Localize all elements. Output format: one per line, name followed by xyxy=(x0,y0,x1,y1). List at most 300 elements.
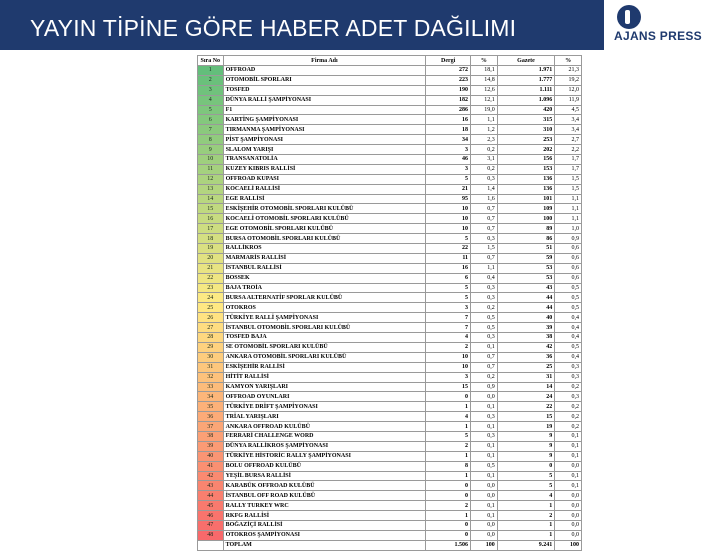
row-newspaper: 109 xyxy=(497,204,555,214)
row-newspaper: 38 xyxy=(497,333,555,343)
row-magazine-pct: 0,5 xyxy=(471,323,498,333)
row-magazine: 8 xyxy=(426,461,471,471)
row-rank: 2 xyxy=(198,75,224,85)
table-row xyxy=(198,451,582,461)
row-newspaper-pct: 0,9 xyxy=(555,234,582,244)
row-newspaper-pct: 0,5 xyxy=(555,293,582,303)
row-newspaper: 1 xyxy=(497,501,555,511)
row-magazine: 34 xyxy=(426,135,471,145)
table-row xyxy=(198,352,582,362)
row-company: TÜRKİYE HİSTORİC RALLY ŞAMPİYONASI xyxy=(223,451,426,461)
row-magazine-pct: 0,2 xyxy=(471,303,498,313)
row-magazine: 5 xyxy=(426,283,471,293)
row-newspaper-pct: 0,2 xyxy=(555,402,582,412)
row-newspaper-pct: 1,5 xyxy=(555,184,582,194)
table-row xyxy=(198,105,582,115)
table-row xyxy=(198,441,582,451)
row-magazine: 10 xyxy=(426,204,471,214)
row-magazine: 286 xyxy=(426,105,471,115)
row-company: PİST ŞAMPİYONASI xyxy=(223,135,426,145)
row-company: KARTİNG ŞAMPİYONASI xyxy=(223,115,426,125)
row-newspaper: 1.777 xyxy=(497,75,555,85)
row-newspaper: 86 xyxy=(497,234,555,244)
table-row xyxy=(198,303,582,313)
row-company: OFFROAD OYUNLARI xyxy=(223,392,426,402)
row-newspaper: 0 xyxy=(497,461,555,471)
row-company: MARMARİS RALLİSİ xyxy=(223,253,426,263)
table-row xyxy=(198,530,582,540)
row-rank: 13 xyxy=(198,184,224,194)
row-company: RALLY TURKEY WRC xyxy=(223,501,426,511)
row-magazine-pct: 0,7 xyxy=(471,224,498,234)
news-count-table xyxy=(197,55,582,551)
row-magazine-pct: 0,1 xyxy=(471,471,498,481)
row-magazine-pct: 0,1 xyxy=(471,342,498,352)
total-newspaper: 9.241 xyxy=(497,540,555,550)
row-newspaper-pct: 1,0 xyxy=(555,224,582,234)
logo-text: AJANS PRESS xyxy=(614,29,702,43)
row-company: EGE RALLİSİ xyxy=(223,194,426,204)
row-rank: 19 xyxy=(198,244,224,254)
row-rank: 11 xyxy=(198,164,224,174)
row-magazine-pct: 0,1 xyxy=(471,402,498,412)
table-row xyxy=(198,234,582,244)
row-newspaper-pct: 0,0 xyxy=(555,491,582,501)
row-company: OTOMOBİL SPORLARI xyxy=(223,75,426,85)
row-newspaper-pct: 0,2 xyxy=(555,412,582,422)
row-newspaper-pct: 0,1 xyxy=(555,451,582,461)
row-company: F1 xyxy=(223,105,426,115)
row-magazine-pct: 0,5 xyxy=(471,461,498,471)
row-company: İSTANBUL RALLİSİ xyxy=(223,263,426,273)
table-row xyxy=(198,273,582,283)
row-company: FERRARİ CHALLENGE WORD xyxy=(223,431,426,441)
row-newspaper-pct: 0,0 xyxy=(555,461,582,471)
row-newspaper-pct: 12,0 xyxy=(555,85,582,95)
row-magazine: 3 xyxy=(426,164,471,174)
row-newspaper-pct: 0,0 xyxy=(555,530,582,540)
page-title: YAYIN TİPİNE GÖRE HABER ADET DAĞILIMI xyxy=(30,15,517,41)
row-magazine: 16 xyxy=(426,263,471,273)
row-magazine-pct: 1,5 xyxy=(471,244,498,254)
row-rank: 23 xyxy=(198,283,224,293)
row-magazine-pct: 0,3 xyxy=(471,283,498,293)
row-magazine: 182 xyxy=(426,95,471,105)
table-row xyxy=(198,471,582,481)
row-magazine: 1 xyxy=(426,451,471,461)
table-row xyxy=(198,372,582,382)
row-magazine: 22 xyxy=(426,244,471,254)
row-rank: 12 xyxy=(198,174,224,184)
row-magazine: 46 xyxy=(426,155,471,165)
row-newspaper-pct: 0,6 xyxy=(555,273,582,283)
row-magazine-pct: 3,1 xyxy=(471,155,498,165)
row-company: KOCAELİ RALLİSİ xyxy=(223,184,426,194)
table-row xyxy=(198,511,582,521)
table-row xyxy=(198,66,582,76)
total-newspaper-pct: 100 xyxy=(555,540,582,550)
row-newspaper: 1 xyxy=(497,520,555,530)
row-newspaper-pct: 2,2 xyxy=(555,145,582,155)
row-rank: 32 xyxy=(198,372,224,382)
row-magazine-pct: 0,1 xyxy=(471,441,498,451)
table-row xyxy=(198,95,582,105)
table-row xyxy=(198,224,582,234)
row-rank: 7 xyxy=(198,125,224,135)
header-magazine: Dergi xyxy=(426,56,471,66)
table-row xyxy=(198,263,582,273)
row-magazine-pct: 1,1 xyxy=(471,115,498,125)
row-newspaper: 4 xyxy=(497,491,555,501)
row-newspaper: 100 xyxy=(497,214,555,224)
row-magazine-pct: 19,0 xyxy=(471,105,498,115)
logo xyxy=(604,0,720,50)
row-rank: 43 xyxy=(198,481,224,491)
row-magazine-pct: 18,1 xyxy=(471,66,498,76)
row-magazine-pct: 0,5 xyxy=(471,313,498,323)
row-newspaper: 44 xyxy=(497,303,555,313)
row-magazine: 95 xyxy=(426,194,471,204)
row-rank: 24 xyxy=(198,293,224,303)
row-newspaper: 153 xyxy=(497,164,555,174)
row-rank: 39 xyxy=(198,441,224,451)
row-newspaper: 136 xyxy=(497,184,555,194)
table-row xyxy=(198,431,582,441)
row-magazine: 4 xyxy=(426,412,471,422)
row-newspaper: 1 xyxy=(497,530,555,540)
row-newspaper-pct: 0,3 xyxy=(555,362,582,372)
row-newspaper: 40 xyxy=(497,313,555,323)
row-magazine-pct: 0,9 xyxy=(471,382,498,392)
row-magazine-pct: 0,3 xyxy=(471,431,498,441)
row-newspaper-pct: 0,5 xyxy=(555,283,582,293)
row-magazine-pct: 0,1 xyxy=(471,511,498,521)
row-newspaper: 310 xyxy=(497,125,555,135)
row-newspaper-pct: 0,1 xyxy=(555,441,582,451)
row-magazine: 11 xyxy=(426,253,471,263)
row-magazine: 5 xyxy=(426,174,471,184)
row-company: İSTANBUL OFF ROAD KULÜBÜ xyxy=(223,491,426,501)
row-magazine-pct: 0,2 xyxy=(471,145,498,155)
row-company: SLALOM YARIŞI xyxy=(223,145,426,155)
row-rank: 41 xyxy=(198,461,224,471)
row-rank: 40 xyxy=(198,451,224,461)
table-row xyxy=(198,85,582,95)
row-magazine: 1 xyxy=(426,511,471,521)
row-newspaper-pct: 0,1 xyxy=(555,431,582,441)
row-newspaper: 51 xyxy=(497,244,555,254)
row-newspaper-pct: 0,5 xyxy=(555,342,582,352)
row-magazine: 223 xyxy=(426,75,471,85)
row-rank: 33 xyxy=(198,382,224,392)
header-company: Firma Adı xyxy=(223,56,426,66)
row-company: YEŞİL BURSA RALLİSİ xyxy=(223,471,426,481)
row-company: TÜRKİYE RALLİ ŞAMPİYONASI xyxy=(223,313,426,323)
row-magazine-pct: 0,7 xyxy=(471,214,498,224)
row-newspaper: 42 xyxy=(497,342,555,352)
table-row xyxy=(198,412,582,422)
row-rank: 46 xyxy=(198,511,224,521)
header-newspaper-pct: % xyxy=(555,56,582,66)
table-row xyxy=(198,323,582,333)
table-row xyxy=(198,382,582,392)
row-magazine: 0 xyxy=(426,520,471,530)
table-row xyxy=(198,392,582,402)
row-magazine-pct: 1,6 xyxy=(471,194,498,204)
row-magazine: 5 xyxy=(426,431,471,441)
row-rank: 45 xyxy=(198,501,224,511)
row-newspaper-pct: 1,1 xyxy=(555,194,582,204)
row-magazine: 10 xyxy=(426,362,471,372)
table-row xyxy=(198,145,582,155)
row-newspaper: 24 xyxy=(497,392,555,402)
row-newspaper: 44 xyxy=(497,293,555,303)
table-row xyxy=(198,244,582,254)
row-magazine: 0 xyxy=(426,392,471,402)
row-newspaper: 43 xyxy=(497,283,555,293)
row-magazine-pct: 0,2 xyxy=(471,164,498,174)
table-row xyxy=(198,164,582,174)
row-company: İSTANBUL OTOMOBİL SPORLARI KULÜBÜ xyxy=(223,323,426,333)
row-magazine-pct: 0,1 xyxy=(471,451,498,461)
table-row xyxy=(198,194,582,204)
row-newspaper-pct: 19,2 xyxy=(555,75,582,85)
row-newspaper-pct: 0,4 xyxy=(555,352,582,362)
row-magazine-pct: 0,3 xyxy=(471,234,498,244)
row-newspaper: 420 xyxy=(497,105,555,115)
row-company: HİTİT RALLİSİ xyxy=(223,372,426,382)
row-magazine-pct: 1,1 xyxy=(471,263,498,273)
row-company: TIRMANMA ŞAMPİYONASI xyxy=(223,125,426,135)
row-rank: 18 xyxy=(198,234,224,244)
row-rank: 16 xyxy=(198,214,224,224)
row-newspaper: 9 xyxy=(497,451,555,461)
table-row xyxy=(198,333,582,343)
table-row xyxy=(198,125,582,135)
row-newspaper: 22 xyxy=(497,402,555,412)
row-newspaper-pct: 1,7 xyxy=(555,155,582,165)
row-company: DÜNYA RALLİKROS ŞAMPİYONASI xyxy=(223,441,426,451)
table-row xyxy=(198,115,582,125)
row-rank: 38 xyxy=(198,431,224,441)
total-rank xyxy=(198,540,224,550)
row-newspaper: 1.111 xyxy=(497,85,555,95)
row-magazine: 5 xyxy=(426,293,471,303)
row-company: KOCAELİ OTOMOBİL SPORLARI KULÜBÜ xyxy=(223,214,426,224)
row-company: BOSSEK xyxy=(223,273,426,283)
row-newspaper-pct: 1,1 xyxy=(555,214,582,224)
row-company: SE OTOMOBİL SPORLARI KULÜBÜ xyxy=(223,342,426,352)
row-rank: 22 xyxy=(198,273,224,283)
row-rank: 47 xyxy=(198,520,224,530)
row-rank: 36 xyxy=(198,412,224,422)
row-magazine: 10 xyxy=(426,214,471,224)
row-rank: 26 xyxy=(198,313,224,323)
row-company: BOĞAZİÇİ RALLİSİ xyxy=(223,520,426,530)
row-company: BURSA OTOMOBİL SPORLARI KULÜBÜ xyxy=(223,234,426,244)
row-newspaper: 101 xyxy=(497,194,555,204)
ajans-press-logo-icon xyxy=(617,5,641,29)
table-row xyxy=(198,283,582,293)
row-newspaper: 156 xyxy=(497,155,555,165)
table-header-row xyxy=(198,56,582,66)
row-company: EGE OTOMOBİL SPORLARI KULÜBÜ xyxy=(223,224,426,234)
row-rank: 21 xyxy=(198,263,224,273)
row-magazine-pct: 12,6 xyxy=(471,85,498,95)
header-bar xyxy=(0,0,720,50)
row-magazine-pct: 0,3 xyxy=(471,412,498,422)
row-newspaper: 53 xyxy=(497,273,555,283)
row-company: KARABÜK OFFROAD KULÜBÜ xyxy=(223,481,426,491)
row-magazine: 2 xyxy=(426,441,471,451)
row-magazine: 0 xyxy=(426,530,471,540)
table-row xyxy=(198,491,582,501)
row-company: TOSFED xyxy=(223,85,426,95)
row-magazine-pct: 0,4 xyxy=(471,273,498,283)
row-magazine: 272 xyxy=(426,66,471,76)
row-newspaper: 59 xyxy=(497,253,555,263)
row-magazine: 1 xyxy=(426,422,471,432)
row-newspaper: 9 xyxy=(497,431,555,441)
row-rank: 29 xyxy=(198,342,224,352)
row-rank: 17 xyxy=(198,224,224,234)
row-newspaper: 1.971 xyxy=(497,66,555,76)
row-rank: 25 xyxy=(198,303,224,313)
row-company: ESKİŞEHİR RALLİSİ xyxy=(223,362,426,372)
row-magazine-pct: 1,2 xyxy=(471,125,498,135)
row-magazine-pct: 0,3 xyxy=(471,333,498,343)
row-newspaper: 89 xyxy=(497,224,555,234)
row-magazine-pct: 0,7 xyxy=(471,362,498,372)
row-rank: 48 xyxy=(198,530,224,540)
row-magazine: 0 xyxy=(426,491,471,501)
row-magazine: 3 xyxy=(426,303,471,313)
row-magazine: 2 xyxy=(426,342,471,352)
row-magazine-pct: 14,8 xyxy=(471,75,498,85)
row-rank: 4 xyxy=(198,95,224,105)
table-row xyxy=(198,155,582,165)
table-row xyxy=(198,313,582,323)
table-row xyxy=(198,501,582,511)
row-magazine: 1 xyxy=(426,402,471,412)
row-newspaper-pct: 0,1 xyxy=(555,481,582,491)
row-company: OFFROAD KUPASI xyxy=(223,174,426,184)
row-newspaper: 31 xyxy=(497,372,555,382)
row-magazine: 6 xyxy=(426,273,471,283)
table-row xyxy=(198,75,582,85)
table-row xyxy=(198,481,582,491)
row-newspaper: 5 xyxy=(497,471,555,481)
row-newspaper: 53 xyxy=(497,263,555,273)
row-rank: 8 xyxy=(198,135,224,145)
row-newspaper-pct: 0,1 xyxy=(555,471,582,481)
table-total-row xyxy=(198,540,582,550)
row-company: TRİAL YARIŞLARI xyxy=(223,412,426,422)
row-magazine-pct: 1,4 xyxy=(471,184,498,194)
row-magazine-pct: 0,7 xyxy=(471,253,498,263)
row-magazine-pct: 0,7 xyxy=(471,204,498,214)
row-magazine-pct: 0,0 xyxy=(471,481,498,491)
row-newspaper-pct: 0,0 xyxy=(555,520,582,530)
row-magazine: 16 xyxy=(426,115,471,125)
row-newspaper-pct: 1,7 xyxy=(555,164,582,174)
total-magazine-pct: 100 xyxy=(471,540,498,550)
row-newspaper: 202 xyxy=(497,145,555,155)
row-rank: 10 xyxy=(198,155,224,165)
row-magazine-pct: 0,1 xyxy=(471,501,498,511)
row-magazine: 3 xyxy=(426,145,471,155)
row-magazine: 5 xyxy=(426,234,471,244)
row-magazine-pct: 0,0 xyxy=(471,392,498,402)
table-row xyxy=(198,422,582,432)
row-newspaper: 15 xyxy=(497,412,555,422)
row-newspaper: 9 xyxy=(497,441,555,451)
table-body xyxy=(198,66,582,551)
table-row xyxy=(198,253,582,263)
row-newspaper-pct: 4,5 xyxy=(555,105,582,115)
row-rank: 5 xyxy=(198,105,224,115)
table-row xyxy=(198,520,582,530)
row-newspaper-pct: 0,2 xyxy=(555,422,582,432)
row-newspaper: 39 xyxy=(497,323,555,333)
row-rank: 34 xyxy=(198,392,224,402)
row-magazine: 10 xyxy=(426,352,471,362)
row-company: DÜNYA RALLİ ŞAMPİYONASI xyxy=(223,95,426,105)
row-magazine: 7 xyxy=(426,323,471,333)
row-company: TOSFED BAJA xyxy=(223,333,426,343)
row-company: BURSA ALTERNATİF SPORLAR KULÜBÜ xyxy=(223,293,426,303)
table-row xyxy=(198,135,582,145)
row-company: TRANSANATOLİA xyxy=(223,155,426,165)
row-newspaper: 253 xyxy=(497,135,555,145)
row-rank: 35 xyxy=(198,402,224,412)
row-magazine: 15 xyxy=(426,382,471,392)
row-magazine-pct: 0,1 xyxy=(471,422,498,432)
row-newspaper-pct: 0,0 xyxy=(555,511,582,521)
row-newspaper-pct: 0,4 xyxy=(555,313,582,323)
row-magazine: 18 xyxy=(426,125,471,135)
row-magazine-pct: 12,1 xyxy=(471,95,498,105)
row-company: ANKARA OTOMOBİL SPORLARI KULÜBÜ xyxy=(223,352,426,362)
row-newspaper-pct: 3,4 xyxy=(555,115,582,125)
row-newspaper-pct: 0,3 xyxy=(555,392,582,402)
row-company: BOLU OFFROAD KULÜBÜ xyxy=(223,461,426,471)
table-row xyxy=(198,174,582,184)
table-row xyxy=(198,204,582,214)
row-newspaper-pct: 0,5 xyxy=(555,303,582,313)
table-row xyxy=(198,184,582,194)
row-newspaper-pct: 3,4 xyxy=(555,125,582,135)
table-row xyxy=(198,402,582,412)
row-rank: 3 xyxy=(198,85,224,95)
row-magazine: 21 xyxy=(426,184,471,194)
row-rank: 15 xyxy=(198,204,224,214)
row-newspaper-pct: 21,3 xyxy=(555,66,582,76)
row-company: ANKARA OFFROAD KULÜBÜ xyxy=(223,422,426,432)
row-magazine: 4 xyxy=(426,333,471,343)
row-rank: 1 xyxy=(198,66,224,76)
table-row xyxy=(198,214,582,224)
row-rank: 6 xyxy=(198,115,224,125)
row-company: TÜRKİYE DRİFT ŞAMPİYONASI xyxy=(223,402,426,412)
row-company: RALLİKROS xyxy=(223,244,426,254)
row-company: OFFROAD xyxy=(223,66,426,76)
row-magazine-pct: 0,0 xyxy=(471,520,498,530)
row-magazine: 0 xyxy=(426,481,471,491)
row-rank: 42 xyxy=(198,471,224,481)
row-newspaper: 2 xyxy=(497,511,555,521)
row-magazine: 2 xyxy=(426,501,471,511)
